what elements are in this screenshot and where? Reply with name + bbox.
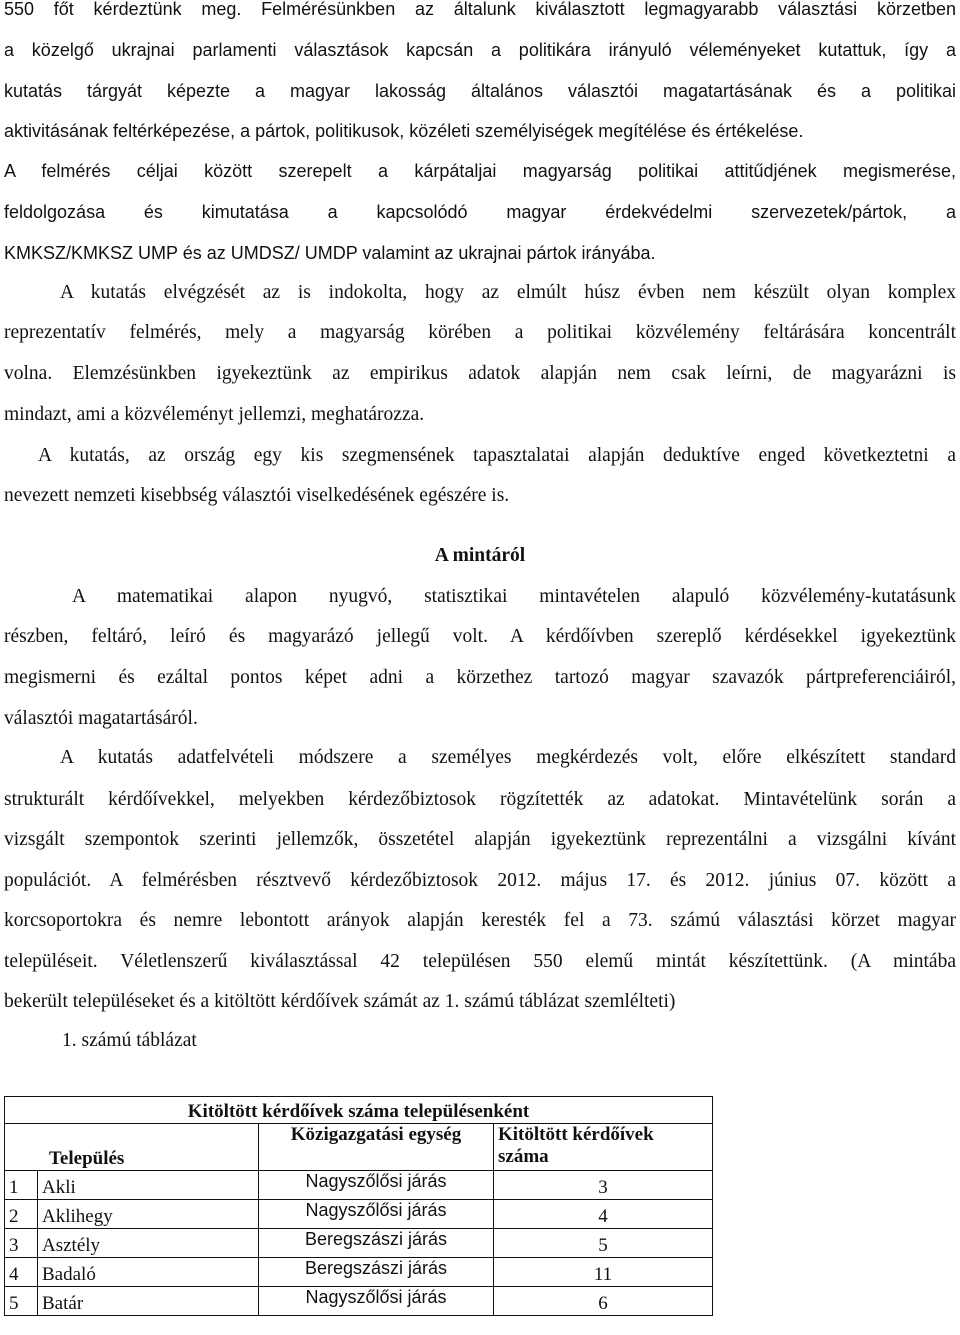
text-line: A kutatás elvégzését az is indokolta, hogy az elmúlt húsz évben nem készült olyan komplex bbox=[60, 282, 956, 303]
text-line: kutatás tárgyát képezte a magyar lakosság általános választói magatartásának és a politikai bbox=[4, 81, 956, 101]
text-line: volna. Elemzésünkben igyekeztünk az empirikus adatok alapján nem csak leírni, de magyarázni is bbox=[4, 363, 956, 384]
row-number: 2 bbox=[5, 1200, 38, 1229]
table-row bbox=[5, 1171, 713, 1200]
text-line: populációt. A felmérésben résztvevő kérdezőbiztosok 2012. május 17. és 2012. június 07. között a bbox=[4, 870, 956, 891]
row-number: 3 bbox=[5, 1229, 38, 1258]
table-title: Kitöltött kérdőívek száma településenként bbox=[5, 1097, 713, 1124]
questionnaire-count: 11 bbox=[494, 1258, 713, 1287]
column-header-count bbox=[494, 1124, 713, 1171]
text-line: feldolgozása és kimutatása a kapcsolódó magyar érdekvédelmi szervezetek/pártok, a bbox=[4, 202, 956, 222]
text-line: A kutatás adatfelvételi módszere a személyes megkérdezés volt, előre elkészített standard bbox=[60, 747, 956, 768]
questionnaire-count: 5 bbox=[494, 1229, 713, 1258]
text-line: korcsoportokra és nemre lebontott arányok alapján keresték fel a 73. számú választási körzet magyar bbox=[4, 910, 956, 931]
text-line: megismerni és ezáltal pontos képet adni a körzethez tartozó magyar szavazók pártpreferenciáiról, bbox=[4, 667, 956, 688]
table-row bbox=[5, 1229, 713, 1258]
text-line: nevezett nemzeti kisebbség választói viselkedésének egészére is. bbox=[4, 485, 510, 506]
column-header-settlement: Település bbox=[5, 1124, 259, 1171]
row-number: 5 bbox=[5, 1287, 38, 1316]
text-line: KMKSZ/KMKSZ UMP és az UMDSZ/ UMDP valamint az ukrajnai pártok irányába. bbox=[4, 243, 656, 263]
table-caption: 1. számú táblázat bbox=[62, 1030, 197, 1051]
text-line: mindazt, ami a közvéleményt jellemzi, meghatározza. bbox=[4, 404, 425, 425]
text-line: strukturált kérdőívekkel, melyekben kérdezőbiztosok rögzítették az adatokat. Mintavételünk során a bbox=[4, 789, 956, 810]
text-line: reprezentatív felmérés, mely a magyarság körében a politikai közvélemény feltárására koncentrált bbox=[4, 322, 956, 343]
settlement-name: Batár bbox=[38, 1287, 259, 1316]
settlement-name: Asztély bbox=[38, 1229, 259, 1258]
settlement-table bbox=[4, 1096, 713, 1316]
admin-unit: Beregszászi járás bbox=[259, 1258, 494, 1287]
section-heading: A mintáról bbox=[434, 545, 526, 566]
text-line: részben, feltáró, leíró és magyarázó jellegű volt. A kérdőívben szereplő kérdésekkel igyekeztünk bbox=[4, 626, 956, 647]
admin-unit: Nagyszőlősi járás bbox=[259, 1200, 494, 1229]
admin-unit: Beregszászi járás bbox=[259, 1229, 494, 1258]
text-line: bekerült településeket és a kitöltött kérdőívek számát az 1. számú táblázat szemlélteti) bbox=[4, 991, 676, 1012]
admin-unit: Nagyszőlősi járás bbox=[259, 1171, 494, 1200]
settlement-name: Akli bbox=[38, 1171, 259, 1200]
text-line: választói magatartásáról. bbox=[4, 708, 198, 729]
column-header-count-line1: Kitöltött kérdőívek bbox=[498, 1124, 654, 1145]
text-line: A matematikai alapon nyugvó, statisztikai mintavételen alapuló közvélemény-kutatásunk bbox=[72, 586, 956, 607]
text-line: vizsgált szempontok szerinti jellemzők, összetétel alapján igyekeztünk reprezentálni a vizsgálni kívánt bbox=[4, 829, 956, 850]
text-line: A felmérés céljai között szerepelt a kárpátaljai magyarság politikai attitűdjének megismerése, bbox=[4, 161, 956, 181]
questionnaire-count: 3 bbox=[494, 1171, 713, 1200]
admin-unit: Nagyszőlősi járás bbox=[259, 1287, 494, 1316]
row-number: 4 bbox=[5, 1258, 38, 1287]
settlement-name: Aklihegy bbox=[38, 1200, 259, 1229]
table-row bbox=[5, 1287, 713, 1316]
table-row bbox=[5, 1258, 713, 1287]
text-line: aktivitásának feltérképezése, a pártok, politikusok, közéleti személyiségek megítélése és értékelése. bbox=[4, 121, 804, 141]
text-line: a közelgő ukrajnai parlamenti választások kapcsán a politikára irányuló véleményeket kutattuk, így a bbox=[4, 40, 956, 60]
text-line: A kutatás, az ország egy kis szegmensének tapasztalatai alapján deduktíve enged következtetni a bbox=[38, 445, 956, 466]
table-row bbox=[5, 1200, 713, 1229]
questionnaire-count: 6 bbox=[494, 1287, 713, 1316]
row-number: 1 bbox=[5, 1171, 38, 1200]
questionnaire-count: 4 bbox=[494, 1200, 713, 1229]
column-header-count-line2: száma bbox=[498, 1146, 549, 1167]
settlement-name: Badaló bbox=[38, 1258, 259, 1287]
column-header-unit: Közigazgatási egység bbox=[259, 1124, 494, 1171]
text-line: településeit. Véletlenszerű kiválasztással 42 településen 550 elemű mintát készítettünk. (A mintába bbox=[4, 951, 956, 972]
text-line: 550 főt kérdeztünk meg. Felmérésünkben az általunk kiválasztott legmagyarabb választási körzetben bbox=[4, 0, 956, 19]
